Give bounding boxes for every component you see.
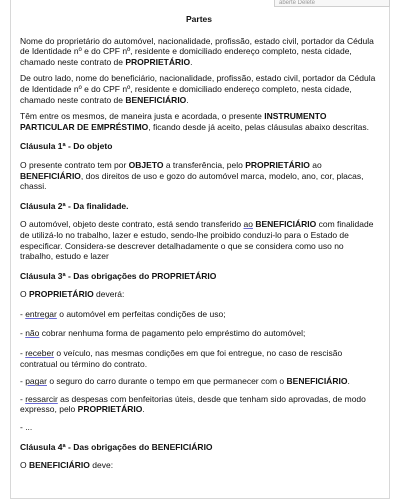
paragraph-owner xyxy=(20,36,378,68)
text: as despesas com benfeitorias úteis, desde que tenham sido aprovadas, de modo expresso, pelo xyxy=(20,393,366,415)
text: deve: xyxy=(89,460,114,471)
bold-term: BENEFICIÁRIO xyxy=(20,170,81,181)
text: o seguro do carro durante o tempo em que permanecer com o xyxy=(46,376,287,387)
text: O automóvel, objeto deste contrato, está sendo transferido xyxy=(20,219,244,230)
bold-term: OBJETO xyxy=(128,159,164,170)
text: . xyxy=(142,404,145,415)
list-item xyxy=(20,348,378,369)
paragraph-beneficiary xyxy=(20,73,378,105)
clause-4-heading: Cláusula 4ª - Das obrigações do BENEFICIÁRIO xyxy=(20,441,213,452)
list-item xyxy=(20,376,378,387)
clause-2-paragraph xyxy=(20,219,378,261)
text: - xyxy=(20,393,26,404)
text: ao xyxy=(309,159,322,170)
clause-2-heading: Cláusula 2ª - Da finalidade. xyxy=(20,200,129,211)
bold-term: PROPRIETÁRIO xyxy=(125,56,191,67)
text: com finalidade de utilizá-lo no trabalho, lazer e estudo, sendo-lhe proibido conduzi-lo para o Estado de especificar. Considera-se descrever detalhadamente o que se considera como uso no trabalho, estudo e lazer xyxy=(20,219,374,262)
toolbar-text: aberte Delete xyxy=(279,0,316,6)
text: - xyxy=(20,348,26,359)
list-item xyxy=(20,394,378,415)
text: , ficando desde já aceito, pelas cláusulas abaixo descritas. xyxy=(148,121,369,132)
bold-term: BENEFICIÁRIO xyxy=(255,219,317,230)
paragraph-agreement xyxy=(20,111,378,132)
text: a transferência, pelo xyxy=(163,159,246,170)
underlined-word: não xyxy=(25,328,40,339)
document-body xyxy=(20,14,378,477)
text: De outro lado, nome do beneficiário, nacionalidade, profissão, estado civil, portador da Cédula de Identidade nº e do CPF nº, residente e domiciliado endereço completo, nesta cidade, chamado neste contrato de xyxy=(20,73,376,105)
text: cobrar nenhuma forma de pagamento pelo empréstimo do automóvel; xyxy=(39,328,306,339)
underlined-word: ao xyxy=(243,219,253,230)
text: - xyxy=(20,376,26,387)
text: o automóvel em perfeitas condições de uso; xyxy=(56,308,226,319)
bold-term: PROPRIETÁRIO xyxy=(77,404,143,415)
bold-term: PROPRIETÁRIO xyxy=(28,289,94,300)
text: O xyxy=(20,460,29,471)
text: O xyxy=(20,289,29,300)
clause-4-intro xyxy=(20,460,378,471)
underlined-word: pagar xyxy=(25,376,47,387)
bold-term: BENEFICIÁRIO xyxy=(28,460,90,471)
text: . xyxy=(190,56,193,67)
text: O presente contrato tem por xyxy=(20,159,129,170)
clause-1-heading: Cláusula 1ª - Do objeto xyxy=(20,141,113,152)
bold-term: BENEFICIÁRIO xyxy=(286,376,348,387)
text: . xyxy=(347,376,350,387)
text: deverá: xyxy=(93,289,125,300)
clause-3-heading: Cláusula 3ª - Das obrigações do PROPRIETÁRIO xyxy=(20,270,217,281)
bold-term: INSTRUMENTO PARTICULAR DE EMPRÉSTIMO xyxy=(20,111,327,132)
text: . xyxy=(186,94,189,105)
list-item xyxy=(20,309,378,320)
underlined-word: ressarcir xyxy=(25,393,58,404)
page-title: Partes xyxy=(186,14,212,24)
list-item xyxy=(20,328,378,339)
text: , dos direitos de uso e gozo do automóvel marca, modelo, ano, cor, placas, chassi. xyxy=(20,170,364,192)
top-toolbar-fragment xyxy=(274,0,390,7)
clause-3-intro xyxy=(20,289,378,300)
underlined-word: entregar xyxy=(25,308,57,319)
text: Têm entre os mesmos, de maneira justa e acordada, o presente xyxy=(20,111,265,122)
text: - xyxy=(20,308,26,319)
underlined-word: receber xyxy=(25,348,55,359)
text: Nome do proprietário do automóvel, nacionalidade, profissão, estado civil, portador da Cédula de Identidade nº e do CPF nº, residente e domiciliado endereço completo, nesta cidade, chamado neste contrato de xyxy=(20,35,374,67)
clause-1-paragraph xyxy=(20,160,378,192)
text: - xyxy=(20,328,26,339)
text: o veículo, nas mesmas condições em que foi entregue, no caso de rescisão contratual ou término do contrato. xyxy=(20,348,343,369)
list-item-ellipsis: - ... xyxy=(20,422,33,433)
bold-term: PROPRIETÁRIO xyxy=(245,159,310,170)
bold-term: BENEFICIÁRIO xyxy=(125,94,187,105)
